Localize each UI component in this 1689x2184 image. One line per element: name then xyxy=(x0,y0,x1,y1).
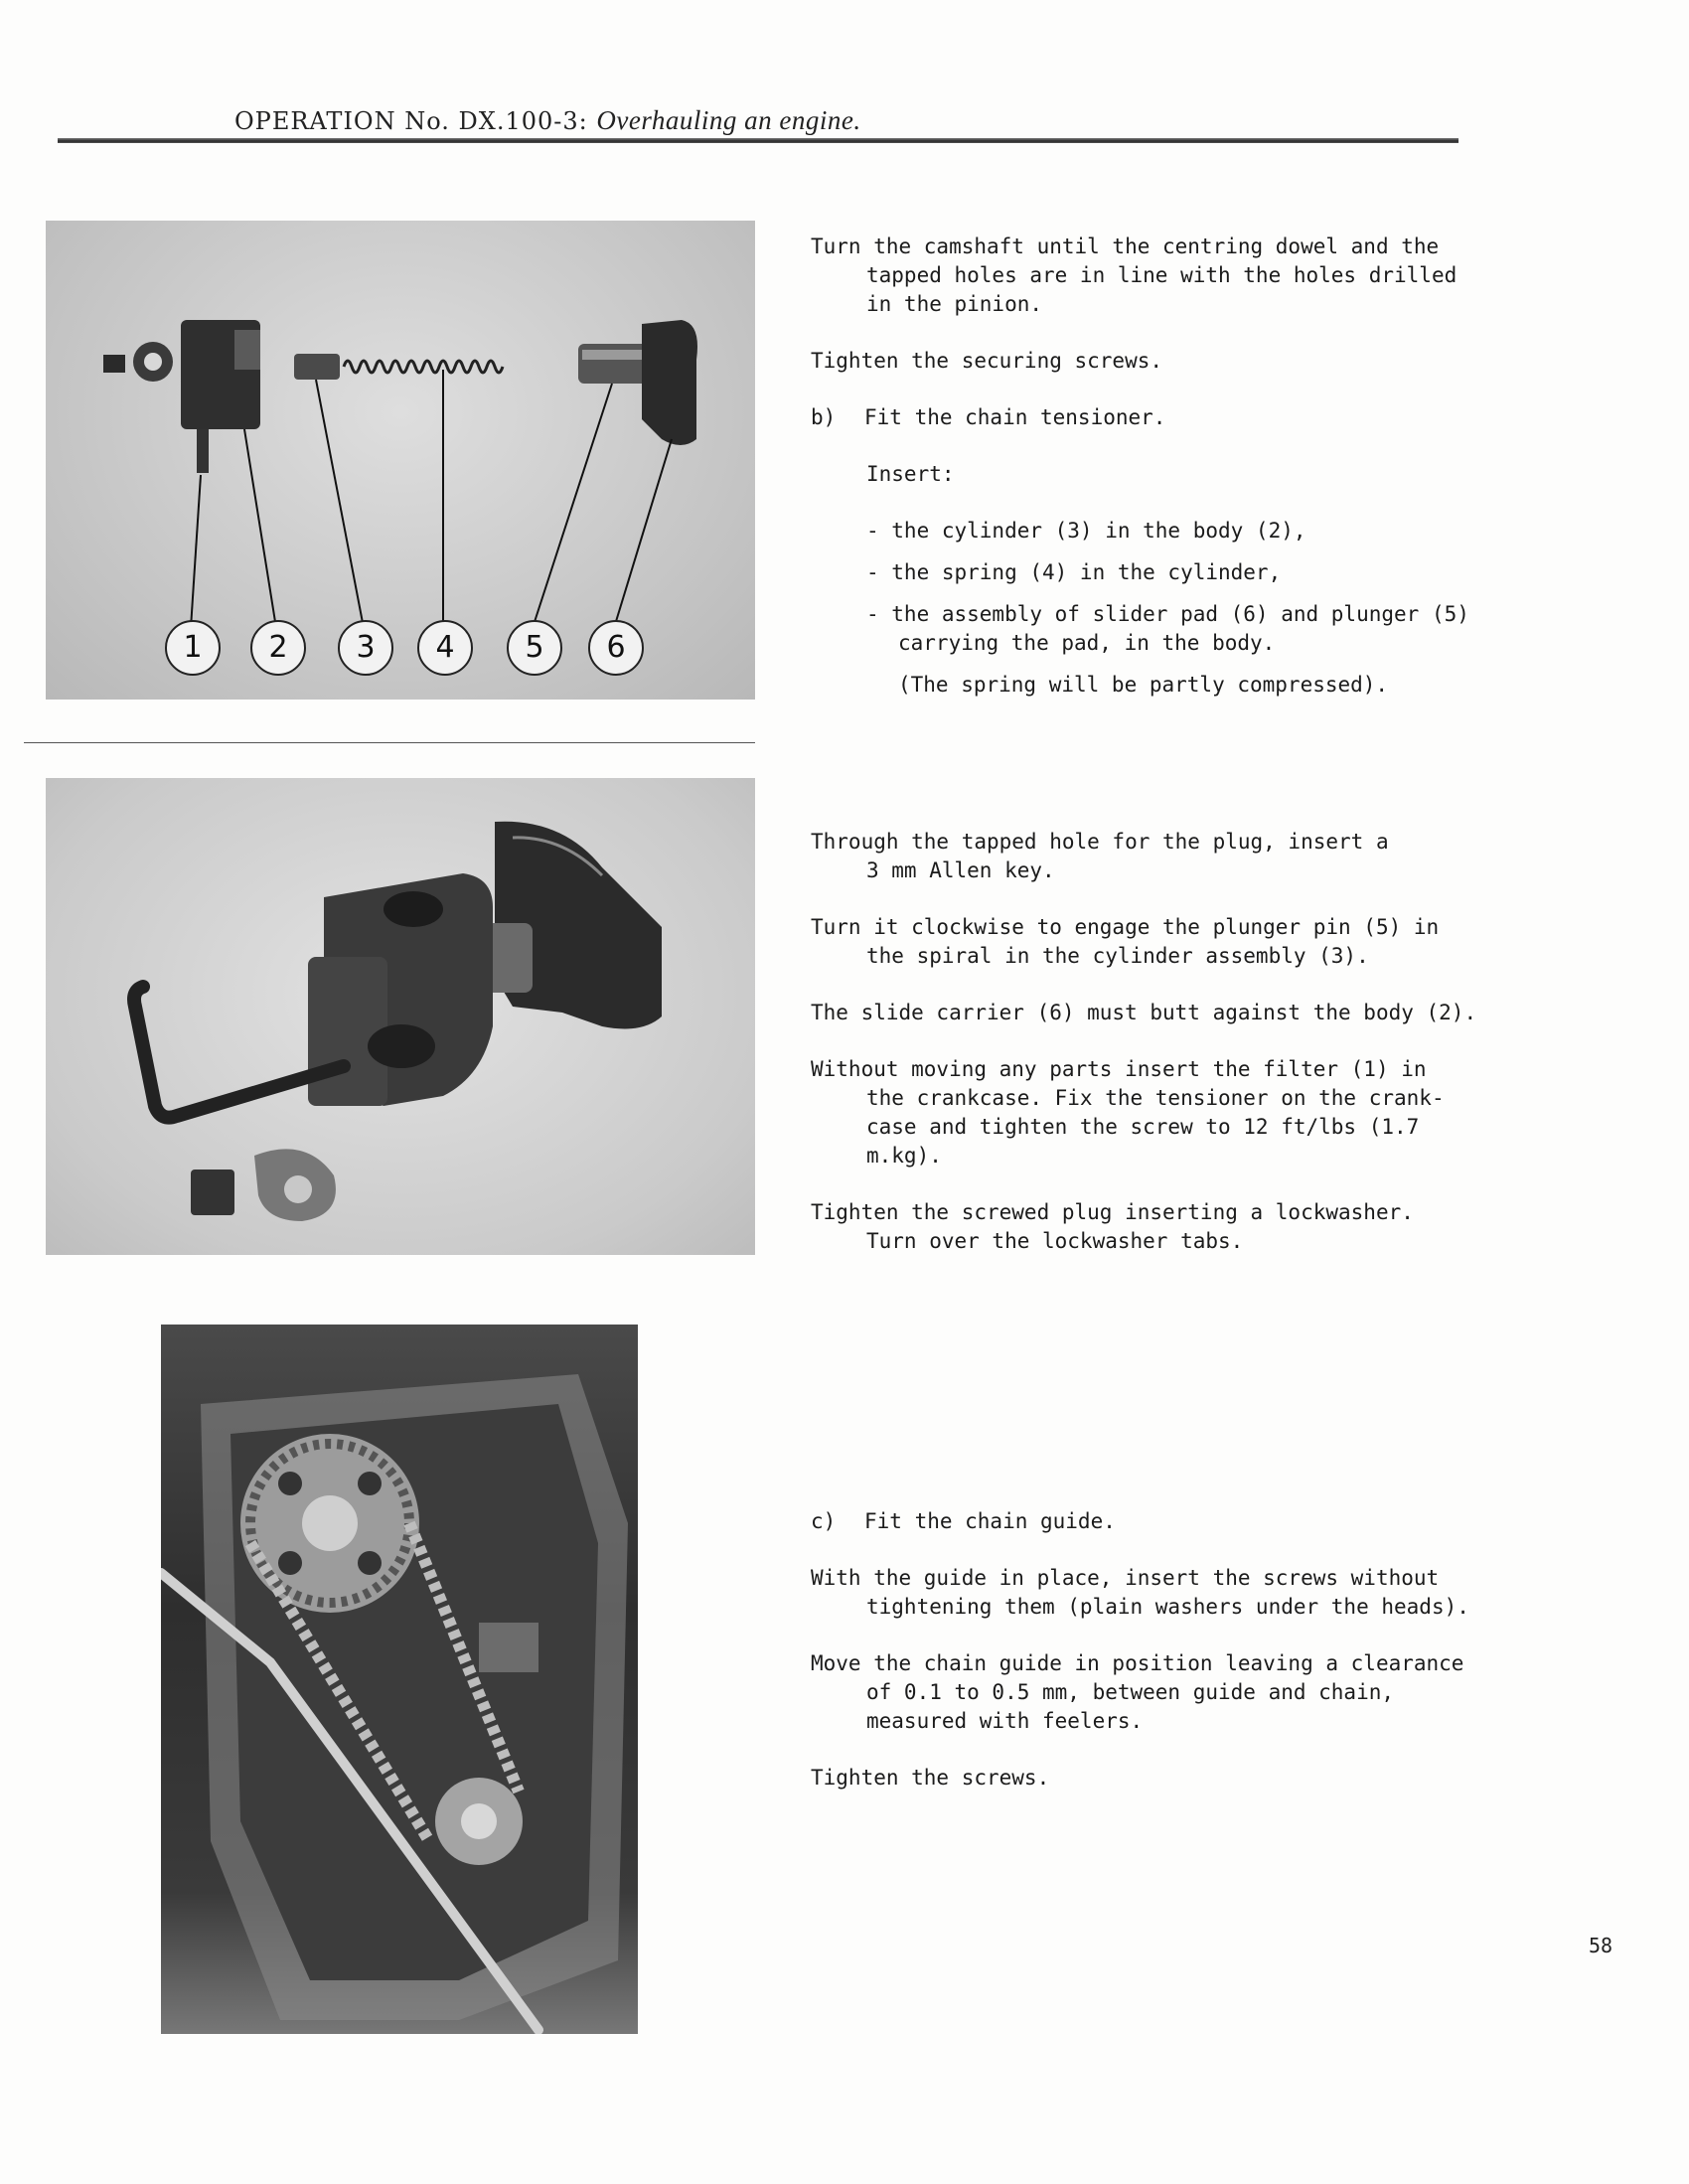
page-number: 58 xyxy=(1589,1934,1613,1957)
step-b xyxy=(811,403,1486,432)
separator-line xyxy=(24,742,755,743)
text-line: the spiral in the cylinder assembly (3). xyxy=(866,944,1369,968)
step-text: Fit the chain tensioner. xyxy=(864,405,1166,429)
step-marker: c) xyxy=(811,1509,837,1533)
callout-3: 3 xyxy=(338,620,393,676)
step-text: Fit the chain guide. xyxy=(864,1509,1116,1533)
text-line: tightening them (plain washers under the heads). xyxy=(866,1595,1469,1619)
text-line: case and tighten the screw to 12 ft/lbs (1.7 xyxy=(866,1115,1420,1139)
text-line: (The spring will be partly compressed). xyxy=(898,673,1389,697)
text-line: measured with feelers. xyxy=(866,1709,1144,1733)
text-line: Tighten the screwed plug inserting a lockwasher. xyxy=(811,1200,1414,1224)
callout-6: 6 xyxy=(588,620,644,676)
text-line: Without moving any parts insert the filter (1) in xyxy=(811,1057,1427,1081)
photo-tensioner-assembled xyxy=(46,778,755,1255)
tensioner-parts-illustration xyxy=(46,221,755,700)
photo-chain-guide xyxy=(161,1325,638,2034)
text-line: the crankcase. Fix the tensioner on the crank- xyxy=(866,1086,1445,1110)
photo-tensioner-parts xyxy=(46,221,755,700)
text-line: The slide carrier (6) must butt against the body (2). xyxy=(811,1001,1477,1024)
operation-number: OPERATION No. DX.100-3: xyxy=(234,107,588,135)
list-item: - the cylinder (3) in the body (2), xyxy=(866,519,1306,543)
section-1-text xyxy=(811,233,1486,700)
list-item: - the spring (4) in the cylinder, xyxy=(866,560,1282,584)
section-2-text xyxy=(811,828,1486,1256)
text-line: Turn it clockwise to engage the plunger pin (5) in xyxy=(811,915,1440,939)
text-line: Tighten the screws. xyxy=(811,1766,1050,1790)
text-line: of 0.1 to 0.5 mm, between guide and chain, xyxy=(866,1680,1395,1704)
text-line: Insert: xyxy=(866,462,955,486)
step-marker: b) xyxy=(811,405,837,429)
text-line: 3 mm Allen key. xyxy=(866,858,1055,882)
text-line: Turn over the lockwasher tabs. xyxy=(866,1229,1244,1253)
chain-guide-illustration xyxy=(161,1325,638,2034)
text-line: in the pinion. xyxy=(866,292,1043,316)
list-item: - the assembly of slider pad (6) and plunger (5) xyxy=(866,602,1469,626)
section-3-text xyxy=(811,1507,1506,1793)
callout-2: 2 xyxy=(250,620,306,676)
text-line: Move the chain guide in position leaving a clearance xyxy=(811,1651,1464,1675)
text-line: tapped holes are in line with the holes drilled xyxy=(866,263,1458,287)
page-header xyxy=(234,105,861,136)
text-line: With the guide in place, insert the screws without xyxy=(811,1566,1440,1590)
step-c xyxy=(811,1507,1506,1536)
operation-title: Overhauling an engine. xyxy=(596,105,861,135)
callout-4: 4 xyxy=(417,620,473,676)
callout-5: 5 xyxy=(507,620,562,676)
tensioner-assembled-illustration xyxy=(46,778,755,1255)
text-line: m.kg). xyxy=(866,1144,942,1168)
text-line: Tighten the securing screws. xyxy=(811,349,1163,373)
text-line: Through the tapped hole for the plug, insert a xyxy=(811,830,1389,854)
header-rule xyxy=(58,138,1459,143)
text-line: carrying the pad, in the body. xyxy=(898,631,1276,655)
callout-1: 1 xyxy=(165,620,221,676)
text-line: Turn the camshaft until the centring dowel and the xyxy=(811,234,1440,258)
